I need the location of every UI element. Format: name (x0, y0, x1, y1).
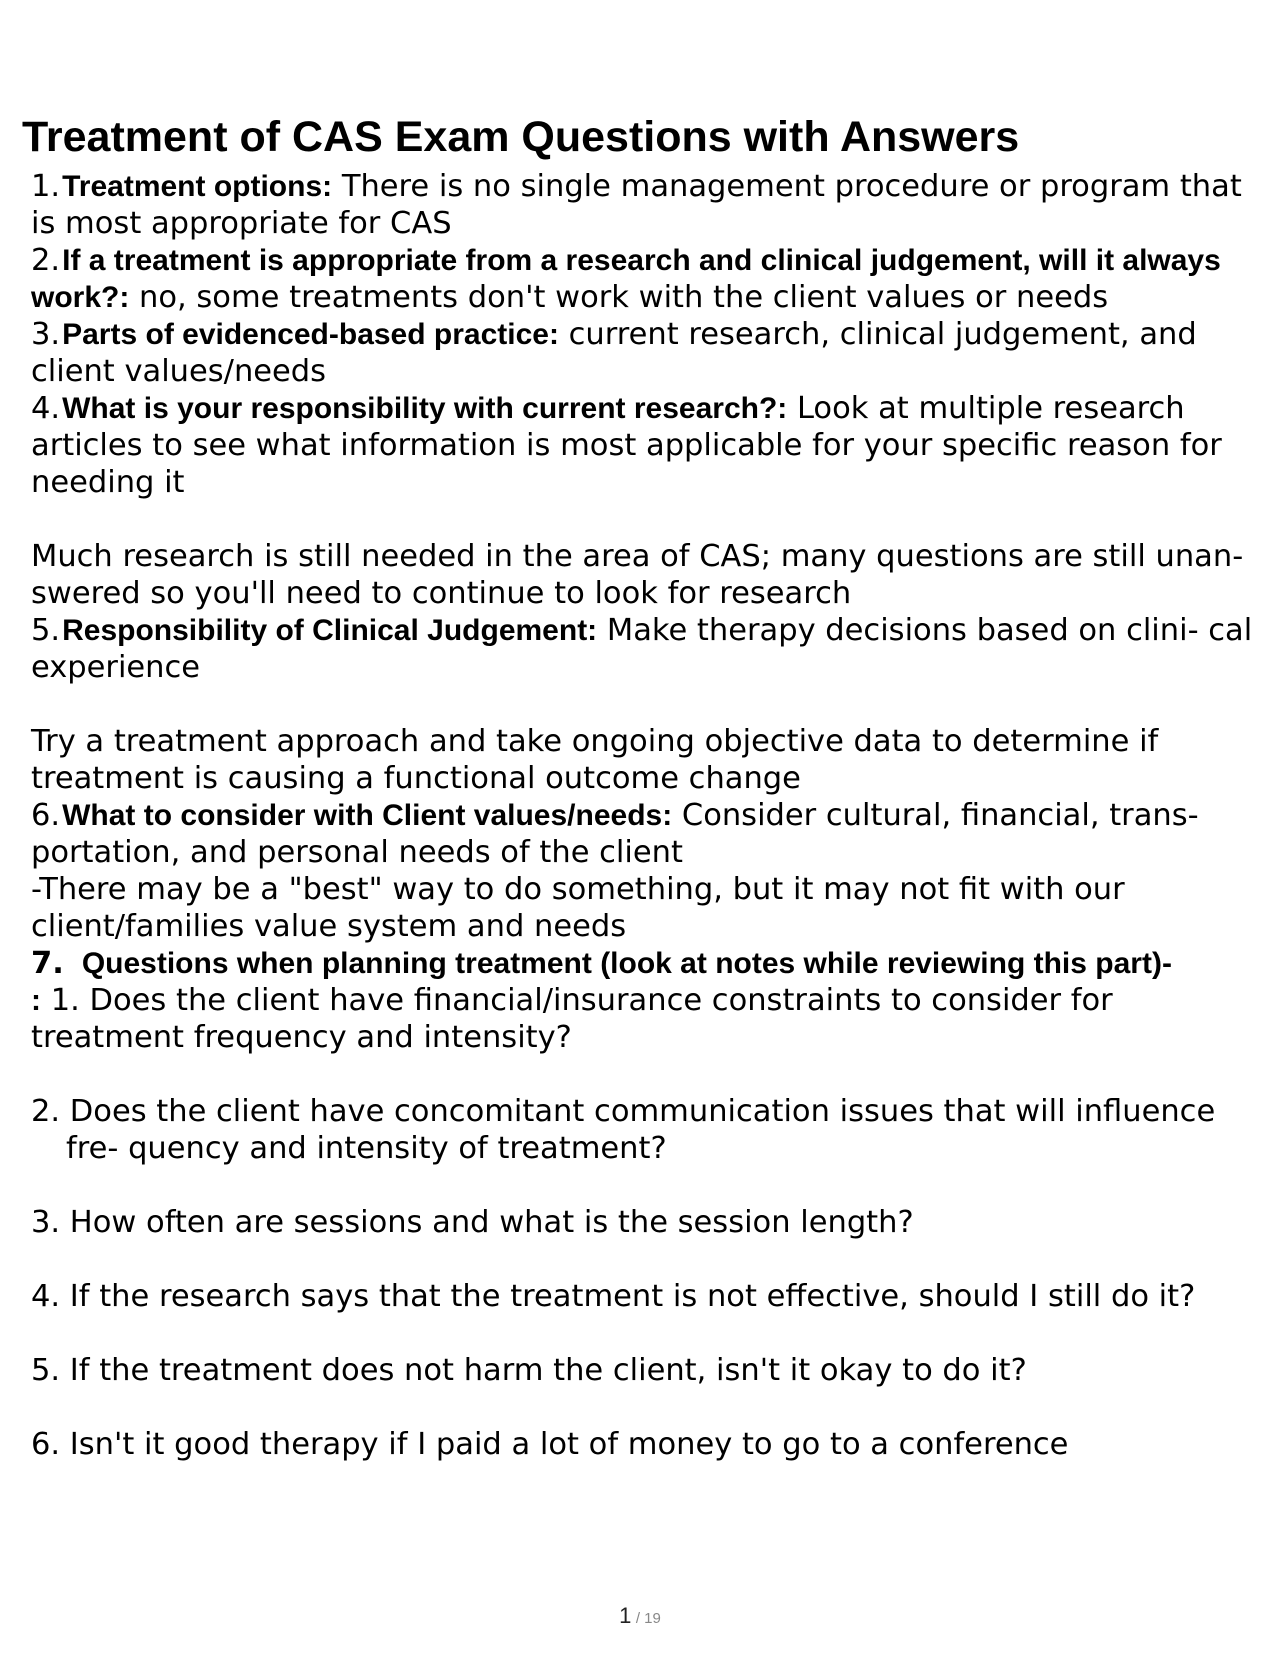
qa-item-7 (31, 945, 1271, 982)
item-extra-text: Much research is still needed in the area of CAS; many questions are still unan- swered so you'll need to continue to look for research (31, 539, 1244, 611)
item-number: 6. (31, 798, 61, 833)
item-number: 7. (31, 946, 64, 981)
subquestion-text: 1. Does the client have financial/insurance constraints to consider for treatment frequency and intensity? (31, 983, 1113, 1055)
subquestion-1 (31, 982, 1271, 1056)
spacer (31, 501, 1271, 538)
item-number: 2. (31, 243, 61, 278)
qa-item-5 (31, 612, 1271, 686)
qa-item-3 (31, 316, 1271, 390)
qa-item-1 (31, 168, 1271, 242)
subquestion-4: 4. If the research says that the treatment is not effective, should I still do it? (31, 1279, 1196, 1314)
item-number: 3. (31, 317, 61, 352)
item-extra-text: Try a treatment approach and take ongoing objective data to determine if treatment is causing a functional outcome change (31, 724, 1159, 796)
document-title: Treatment of CAS Exam Questions with Answers (22, 113, 1020, 161)
item-question: Responsibility of Clinical Judgement: (62, 614, 598, 647)
item-question: Questions when planning treatment (look at notes while reviewing this part)- (81, 947, 1172, 980)
item-number: 5. (31, 613, 61, 648)
item-question: If a treatment is appropriate from a research and clinical judgement, will it always work?: (31, 244, 1221, 314)
item-number: 1. (31, 169, 61, 204)
item-question: Parts of evidenced-based practice: (62, 318, 559, 351)
spacer (31, 1167, 1271, 1204)
page-indicator (0, 1603, 1280, 1629)
spacer (31, 1315, 1271, 1352)
item-answer: There is no single management procedure or program that is most appropriate for CAS (31, 169, 1242, 241)
item-question: What to consider with Client values/needs: (62, 799, 673, 832)
item-extra-text: -There may be a "best" way to do something, but it may not fit with our client/families value system and needs (31, 872, 1125, 944)
item-answer: Consider cultural, financial, trans- portation, and personal needs of the client (31, 798, 1199, 870)
qa-item-4 (31, 390, 1271, 501)
item-answer: Look at multiple research articles to see what information is most applicable for your specific reason for needing it (31, 391, 1222, 500)
subquestion-2: 2. Does the client have concomitant communication issues that will influence fre- quency and intensity of treatment? (31, 1094, 1216, 1166)
document-body (31, 168, 1271, 1463)
spacer (31, 1389, 1271, 1426)
subquestion-5: 5. If the treatment does not harm the client, isn't it okay to do it? (31, 1353, 1027, 1388)
item-answer: no, some treatments don't work with the client values or needs (129, 280, 1109, 315)
item-answer: Make therapy decisions based on clini- cal experience (31, 613, 1253, 685)
total-pages: / 19 (635, 1610, 661, 1627)
current-page-number: 1 (619, 1603, 632, 1628)
item-question: Treatment options: (62, 170, 333, 203)
qa-item-6 (31, 797, 1271, 871)
item-answer: current research, clinical judgement, and client values/needs (31, 317, 1197, 389)
item-question: What is your responsibility with current research?: (62, 392, 788, 425)
qa-item-2 (31, 242, 1271, 316)
spacer (31, 1241, 1271, 1278)
spacer (31, 1056, 1271, 1093)
answer-prefix: : (31, 984, 41, 1017)
item-number: 4. (31, 391, 61, 426)
spacer (31, 686, 1271, 723)
subquestion-6: 6. Isn't it good therapy if I paid a lot of money to go to a conference (31, 1427, 1069, 1462)
subquestion-3: 3. How often are sessions and what is the session length? (31, 1205, 914, 1240)
